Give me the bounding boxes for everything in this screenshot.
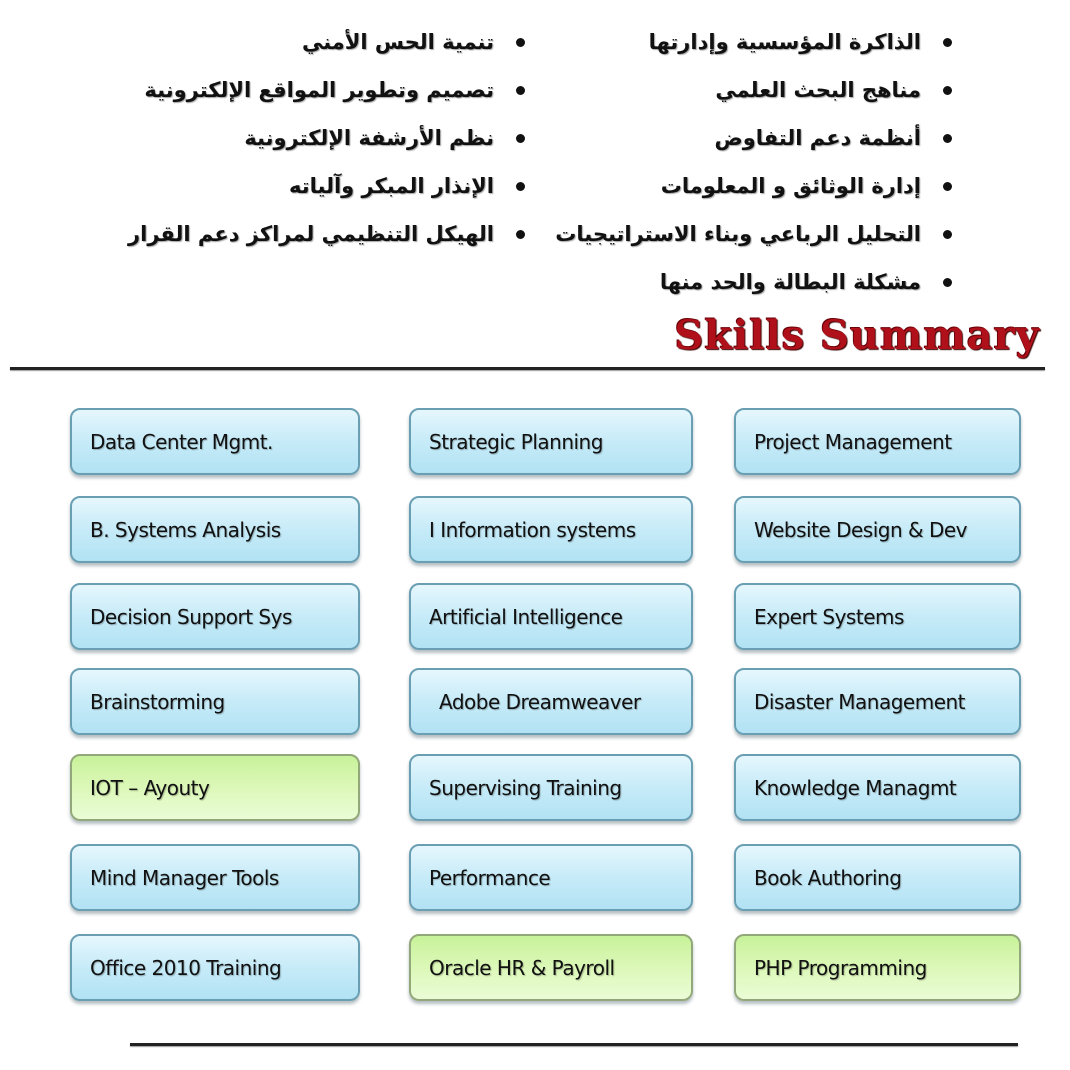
skill-box[interactable]: Decision Support Sys: [70, 583, 360, 650]
skill-box[interactable]: Strategic Planning: [409, 408, 693, 475]
skill-box[interactable]: B. Systems Analysis: [70, 496, 360, 563]
bullet-icon: [516, 38, 525, 47]
skill-box[interactable]: I Information systems: [409, 496, 693, 563]
arabic-topics-right-column: [555, 18, 952, 306]
arabic-topic-item: [555, 18, 952, 66]
skill-box[interactable]: Expert Systems: [734, 583, 1021, 650]
skill-box[interactable]: Website Design & Dev: [734, 496, 1021, 563]
skill-box[interactable]: Performance: [409, 844, 693, 911]
arabic-topic-label: الهيكل التنظيمي لمراكز دعم القرار: [128, 222, 494, 246]
arabic-topic-item: [128, 114, 525, 162]
arabic-topic-item: [128, 162, 525, 210]
arabic-topic-item: [128, 18, 525, 66]
arabic-topic-label: مناهج البحث العلمي: [715, 78, 921, 102]
bullet-icon: [943, 86, 952, 95]
arabic-topic-label: تنمية الحس الأمني: [301, 30, 494, 54]
skill-box[interactable]: Disaster Management: [734, 668, 1021, 735]
bullet-icon: [943, 38, 952, 47]
arabic-topic-label: إدارة الوثائق و المعلومات: [660, 174, 921, 198]
arabic-topic-item: [555, 210, 952, 258]
divider-top: [10, 367, 1045, 370]
arabic-topic-label: الذاكرة المؤسسية وإدارتها: [648, 30, 921, 54]
arabic-topic-item: [128, 66, 525, 114]
skill-box[interactable]: Project Management: [734, 408, 1021, 475]
arabic-topic-item: [128, 210, 525, 258]
divider-bottom: [130, 1043, 1018, 1046]
arabic-topic-item: [555, 162, 952, 210]
bullet-icon: [943, 182, 952, 191]
skill-box-highlighted[interactable]: Oracle HR & Payroll: [409, 934, 693, 1001]
skill-box[interactable]: Artificial Intelligence: [409, 583, 693, 650]
arabic-topic-item: [555, 258, 952, 306]
skill-box[interactable]: Adobe Dreamweaver: [409, 668, 693, 735]
bullet-icon: [943, 278, 952, 287]
skill-box[interactable]: Brainstorming: [70, 668, 360, 735]
bullet-icon: [516, 230, 525, 239]
bullet-icon: [516, 182, 525, 191]
skill-box[interactable]: Office 2010 Training: [70, 934, 360, 1001]
skill-box-highlighted[interactable]: PHP Programming: [734, 934, 1021, 1001]
arabic-topic-label: التحليل الرباعي وبناء الاستراتيجيات: [555, 222, 921, 246]
skill-box[interactable]: Data Center Mgmt.: [70, 408, 360, 475]
arabic-topic-label: أنظمة دعم التفاوض: [714, 126, 921, 150]
section-title: Skills Summary: [674, 312, 1040, 359]
bullet-icon: [516, 86, 525, 95]
arabic-topics-left-column: [128, 18, 525, 258]
skill-box[interactable]: Knowledge Managmt: [734, 754, 1021, 821]
skill-box[interactable]: Book Authoring: [734, 844, 1021, 911]
arabic-topic-label: تصميم وتطوير المواقع الإلكترونية: [144, 78, 494, 102]
arabic-topic-item: [555, 114, 952, 162]
arabic-topic-item: [555, 66, 952, 114]
arabic-topic-label: الإنذار المبكر وآلياته: [289, 174, 494, 198]
arabic-topic-label: مشكلة البطالة والحد منها: [659, 270, 921, 294]
arabic-topic-label: نظم الأرشفة الإلكترونية: [244, 126, 494, 150]
skill-box[interactable]: Mind Manager Tools: [70, 844, 360, 911]
skill-box-highlighted[interactable]: IOT – Ayouty: [70, 754, 360, 821]
skill-box[interactable]: Supervising Training: [409, 754, 693, 821]
bullet-icon: [943, 134, 952, 143]
bullet-icon: [943, 230, 952, 239]
bullet-icon: [516, 134, 525, 143]
